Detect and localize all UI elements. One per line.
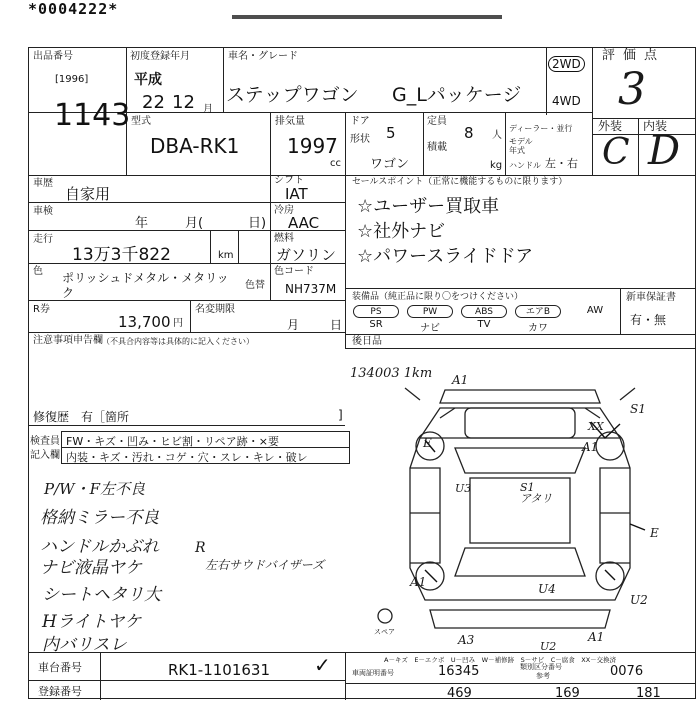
equip-abs: ABS [461,305,507,318]
header-serial: *0004222* [28,0,119,18]
lot-number: 1143 [54,98,131,133]
inspector-row-2: 内装・キズ・汚れ・コゲ・穴・スレ・キレ・破レ [66,451,308,464]
mark-a3: A3 [458,633,475,647]
inspection-day: 日) [248,216,267,231]
category-value: 0076 [610,664,644,679]
first-reg-label: 初度登録年月 [130,51,190,62]
color-code: NH737M [285,282,337,296]
fuel-label: 燃料 [274,233,294,244]
sales-points-label: セールスポイント（正常に機能するものに限ります） [352,177,568,187]
dim-w: 469 [447,686,472,701]
inspection-month: 月( [185,216,204,231]
first-reg-year: 22 [142,92,165,113]
inspector-label-2: 記入欄 [30,450,60,461]
car-grade: G_Lパッケージ [392,84,522,106]
mark-u2-right: U2 [630,593,648,607]
sales-point-1: ☆ユーザー買取車 [357,196,500,217]
displacement-value: 1997 [287,134,338,158]
equip-sr: SR [369,319,383,330]
notes-sub: （不具合内容等は具体的に記入ください） [102,337,254,346]
header-title-cut [232,1,502,19]
recycle-unit: 円 [173,318,183,329]
capacity-unit: 人 [492,130,502,141]
warranty-value: 有・無 [630,313,667,327]
mark-e-right: E [650,526,659,540]
spare-label: スペア [374,628,395,636]
drive-2wd: 2WD [548,56,585,72]
category-label: 類別区分番号 [520,663,562,671]
handwritten-note-4: ナビ液晶ヤケ [40,558,142,578]
shape-label: 形状 [350,134,370,145]
doors-value: 5 [386,124,396,142]
notes-label: 注意事項申告欄 [33,335,103,346]
displacement-label: 排気量 [275,116,305,127]
exterior-grade: C [602,132,630,173]
equip-aw: AW [586,305,604,316]
chassis-label: 車台番号 [38,661,82,674]
rating-label: 評価点 [602,48,666,63]
inspector-row-1: FW・キズ・凹み・ヒビ割・リペア跡・×要 [66,435,279,448]
interior-grade: D [648,128,681,174]
mark-xx: XX [588,420,604,433]
after-label: 後日品 [352,336,382,347]
shift-value: IAT [285,185,308,203]
interior-label: 内装 [643,119,668,133]
inspection-label: 車検 [33,206,53,217]
mark-e-left: E [423,436,432,450]
equip-navi: ナビ [420,323,440,334]
dim-l: 169 [555,686,580,701]
handwritten-right-note: 左右サウドバイザーズ [205,558,325,572]
model-year-label: モデル年式 [509,137,533,155]
car-name-label: 車名・グレード [228,51,298,62]
mark-a1-top: A1 [452,373,469,387]
first-reg-era: 平成 [134,72,162,88]
mark-s1-right: S1 [630,402,646,416]
first-reg-month: 12 [172,92,195,113]
transfer-day: 日 [330,318,343,332]
capacity-label: 定員 [427,116,447,127]
damage-legend: A－キズ E－エクボ U－凹み W－補修跡 S－サビ C－腐食 XX－交換済 [384,656,617,664]
shape-value: ワゴン [370,157,410,172]
diagram-mileage-note: 134003 1km [350,366,433,381]
handwritten-note-7: 内バリスレ [42,635,127,655]
equip-airbag: エアB [515,305,561,318]
load-label: 積載 [427,142,447,153]
load-unit: kg [490,160,503,171]
color-code-label: 色コード [274,266,314,277]
capacity-value: 8 [464,124,474,142]
model-label: 型式 [131,116,151,127]
displacement-unit: cc [330,158,341,169]
transfer-month: 月 [287,318,300,332]
model-value: DBA-RK1 [150,134,240,158]
handle-label: ハンドル [509,161,541,170]
usage-label: 車歴 [33,178,53,189]
warranty-label: 新車保証書 [626,292,676,303]
color-label: 色 [33,266,43,277]
repair-history: 修復歴 有［箇所 [33,410,130,424]
mark-a1-right: A1 [582,440,599,454]
handwritten-note-5: シートヘタリ大 [42,585,161,605]
inspection-year: 年 [135,216,149,231]
ac-value: AAC [288,214,320,232]
register-label: 登録番号 [38,685,82,698]
equip-ps: PS [353,305,399,318]
mark-s1-center: S1 アタリ [520,481,553,505]
mileage-label: 走行 [33,234,53,245]
sales-point-2: ☆社外ナビ [357,221,446,242]
exterior-label: 外装 [598,119,623,133]
mark-a1-left: A1 [410,575,427,589]
cert-id-label: 車両証明番号 [352,669,394,677]
mark-u3: U3 [455,482,472,495]
repair-bracket: ] [338,408,343,422]
equip-tv: TV [477,319,491,330]
usage-value: 自家用 [65,185,111,203]
dim-h: 181 [636,686,661,701]
color-value: ポリッシュドメタル・メタリック [62,271,229,300]
lot-label: 出品番号 [33,51,73,62]
handwritten-note-3: ハンドルかぶれ [40,537,159,557]
mark-u4: U4 [538,582,556,596]
equip-leather: カワ [528,323,548,334]
lot-year: [1996] [55,74,89,85]
car-name: ステップワゴン [226,84,359,106]
dealer-label: ディーラー・並行 [509,124,573,133]
drive-4wd: 4WD [552,94,581,108]
chassis-value: RK1-1101631 [168,661,271,679]
rating-score: 3 [618,64,646,115]
handwritten-note-2: 格納ミラー不良 [40,508,159,528]
equip-pw: PW [407,305,453,318]
handwritten-note-1: P/W・F左不良 [44,480,145,498]
handwritten-mark-r: R [195,540,206,556]
recycle-label: R券 [33,304,50,315]
mark-a1-bottom: A1 [588,630,605,644]
shift-label: シフト [274,175,304,186]
first-reg-month-unit: 月 [203,104,213,115]
doors-label: ドア [350,116,370,127]
ac-label: 冷房 [274,205,294,216]
fuel-value: ガソリン [276,246,337,264]
handle-value: 左・右 [545,157,578,170]
equipment-label: 装備品（純正品に限り〇をつけください） [352,292,524,302]
mileage-value: 13万3千822 [72,245,171,265]
color-change-label: 色替 [245,280,265,291]
cert-id: 16345 [438,664,480,679]
inspector-label-1: 検査員 [30,436,60,447]
ref-label: 参考 [536,672,550,680]
mileage-unit: km [218,250,234,261]
chassis-check: ✓ [314,653,331,677]
transfer-label: 名変期限 [195,304,235,315]
sales-point-3: ☆パワースライドドア [357,246,534,267]
mark-u2-bottom: U2 [540,640,557,653]
handwritten-note-6: Hライトヤケ [42,612,142,632]
recycle-value: 13,700 [118,313,171,331]
